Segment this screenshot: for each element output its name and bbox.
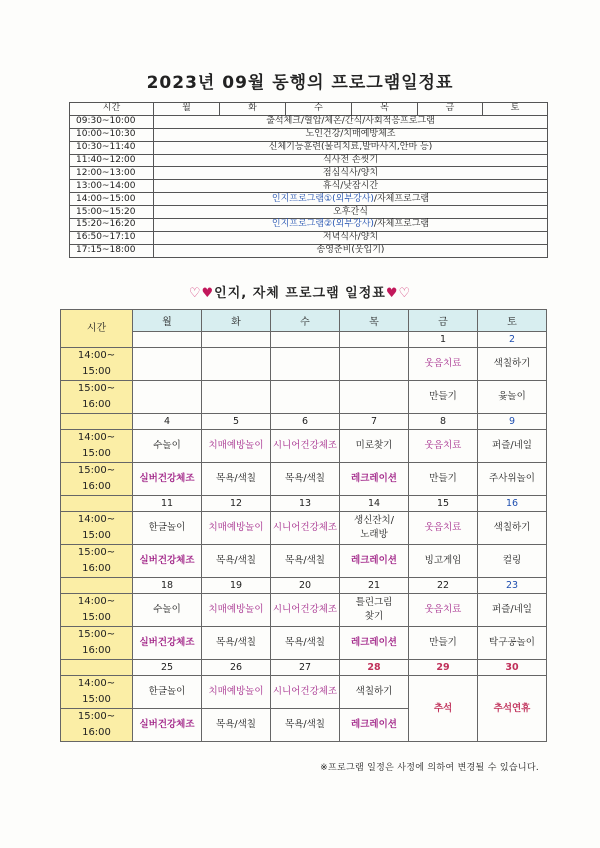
- program-header-cell: 월: [133, 310, 202, 332]
- program-subtitle: [0, 282, 600, 301]
- daily-row: [70, 180, 548, 193]
- daily-header-cell: 토: [483, 103, 548, 116]
- daily-row: [70, 141, 548, 154]
- date-cell: 7: [340, 414, 409, 430]
- date-cell: 20: [271, 578, 340, 594]
- schedule-change-note: ※프로그램 일정은 사정에 의하여 변경될 수 있습니다.: [320, 763, 539, 773]
- time-slot-label: 14:00~ 15:00: [61, 594, 133, 627]
- program-cell: 만들기: [409, 463, 478, 496]
- date-cell: 8: [409, 414, 478, 430]
- date-cell: 22: [409, 578, 478, 594]
- program-cell: 시니어건강체조: [271, 512, 340, 545]
- time-slot-row: [61, 512, 547, 545]
- time-slot-label: 15:00~ 16:00: [61, 545, 133, 578]
- date-cell: 6: [271, 414, 340, 430]
- program-cell: 색칠하기: [478, 512, 547, 545]
- date-cell: 14: [340, 496, 409, 512]
- time-slot-label: 14:00~ 15:00: [61, 512, 133, 545]
- time-spacer: [61, 414, 133, 430]
- date-cell: 30: [478, 660, 547, 676]
- week-date-row: [61, 496, 547, 512]
- time-slot-row: [61, 430, 547, 463]
- program-cell: 퍼즐/네일: [478, 430, 547, 463]
- date-cell: 29: [409, 660, 478, 676]
- date-cell: 4: [133, 414, 202, 430]
- program-cell: 실버건강체조: [133, 545, 202, 578]
- heart-filled-icon: ♥: [385, 286, 399, 301]
- time-spacer: [61, 496, 133, 512]
- program-cell: 목욕/색칠: [271, 463, 340, 496]
- daily-activity-text: 식사전 손씻기: [322, 155, 379, 165]
- program-cell: 주사위놀이: [478, 463, 547, 496]
- daily-activity-text: /자체프로그램: [373, 219, 430, 230]
- date-cell: 19: [202, 578, 271, 594]
- program-cell: 한글놀이: [133, 676, 202, 709]
- daily-activity: [154, 141, 548, 154]
- program-cell: 컬링: [478, 545, 547, 578]
- daily-header-cell: 수: [286, 103, 352, 116]
- program-header-cell: 수: [271, 310, 340, 332]
- date-cell: 9: [478, 414, 547, 430]
- daily-time: 12:00~13:00: [70, 167, 154, 180]
- program-cell: 빙고게임: [409, 545, 478, 578]
- date-cell: 12: [202, 496, 271, 512]
- heart-filled-icon: ♥: [201, 286, 215, 301]
- daily-row: [70, 231, 548, 244]
- date-cell: 28: [340, 660, 409, 676]
- daily-time: 15:20~16:20: [70, 219, 154, 232]
- program-cell: 시니어건강체조: [271, 594, 340, 627]
- program-header-row: [61, 310, 547, 332]
- daily-time: 15:00~15:20: [70, 206, 154, 219]
- daily-row: [70, 219, 548, 232]
- program-cell: [202, 348, 271, 381]
- daily-activity-text: 신체기능훈련(물리치료,발마사지,안마 등): [268, 142, 433, 153]
- date-cell: 25: [133, 660, 202, 676]
- daily-row: [70, 206, 548, 219]
- program-cell: 추석: [409, 676, 478, 742]
- heart-outline-icon: ♡: [188, 286, 202, 301]
- daily-activity-text: 노인건강/치매예방체조: [305, 129, 396, 140]
- program-cell: 시니어건강체조: [271, 676, 340, 709]
- daily-header-cell: 화: [220, 103, 286, 116]
- week-date-row: [61, 332, 547, 348]
- program-cell: 목욕/색칠: [202, 627, 271, 660]
- program-header-cell: 시간: [61, 310, 133, 348]
- daily-row: [70, 244, 548, 257]
- date-cell: 11: [133, 496, 202, 512]
- program-cell: 치매예방놀이: [202, 512, 271, 545]
- daily-time: 17:15~18:00: [70, 244, 154, 257]
- daily-time: 10:00~10:30: [70, 128, 154, 141]
- program-header-cell: 토: [478, 310, 547, 332]
- daily-activity-text: 휴식/낮잠시간: [322, 180, 379, 191]
- time-slot-label: 15:00~ 16:00: [61, 381, 133, 414]
- program-cell: [340, 348, 409, 381]
- program-cell: 레크레이션: [340, 627, 409, 660]
- date-cell: 26: [202, 660, 271, 676]
- time-slot-row: [61, 676, 547, 709]
- daily-activity: [154, 180, 548, 193]
- program-cell: [340, 381, 409, 414]
- time-slot-label: 15:00~ 16:00: [61, 627, 133, 660]
- time-slot-label: 15:00~ 16:00: [61, 709, 133, 742]
- program-cell: [271, 381, 340, 414]
- program-cell: 한글놀이: [133, 512, 202, 545]
- daily-activity: [154, 128, 548, 141]
- program-cell: 생신잔치/ 노래방: [340, 512, 409, 545]
- program-cell: 레크레이션: [340, 709, 409, 742]
- program-cell: 웃음치료: [409, 512, 478, 545]
- program-cell: 탁구공놀이: [478, 627, 547, 660]
- daily-activity-text: 오후간식: [333, 206, 368, 217]
- time-slot-label: 14:00~ 15:00: [61, 676, 133, 709]
- daily-activity: [154, 244, 548, 257]
- daily-header-cell: 시간: [70, 103, 154, 116]
- date-cell: 2: [478, 332, 547, 348]
- daily-header-cell: 목: [352, 103, 418, 116]
- date-cell: 5: [202, 414, 271, 430]
- time-spacer: [61, 660, 133, 676]
- program-cell: 수놀이: [133, 594, 202, 627]
- daily-time: 13:00~14:00: [70, 180, 154, 193]
- date-cell: 18: [133, 578, 202, 594]
- program-cell: 만들기: [409, 381, 478, 414]
- daily-activity-text: 점심식사/양치: [322, 167, 379, 178]
- program-cell: 치매예방놀이: [202, 430, 271, 463]
- program-cell: 레크레이션: [340, 545, 409, 578]
- date-cell: 23: [478, 578, 547, 594]
- page-title: 2023년 09월 동행의 프로그램일정표: [146, 73, 454, 93]
- daily-time: 16:50~17:10: [70, 231, 154, 244]
- daily-activity: [154, 193, 548, 206]
- program-cell: 색칠하기: [478, 348, 547, 381]
- program-cell: [271, 348, 340, 381]
- program-cell: [133, 381, 202, 414]
- heart-outline-icon: ♡: [398, 286, 412, 301]
- daily-activity: [154, 231, 548, 244]
- time-slot-row: [61, 627, 547, 660]
- program-cell: 웃음치료: [409, 594, 478, 627]
- time-slot-row: [61, 594, 547, 627]
- time-slot-row: [61, 545, 547, 578]
- program-cell: 치매예방놀이: [202, 676, 271, 709]
- daily-row: [70, 154, 548, 167]
- program-cell: 치매예방놀이: [202, 594, 271, 627]
- program-cell: [133, 348, 202, 381]
- daily-activity-highlight: 인지프로그램①(외부강사): [271, 193, 374, 204]
- daily-row: [70, 128, 548, 141]
- daily-time: 11:40~12:00: [70, 154, 154, 167]
- date-cell: [133, 332, 202, 348]
- daily-time: 14:00~15:00: [70, 193, 154, 206]
- time-spacer: [61, 578, 133, 594]
- date-cell: 27: [271, 660, 340, 676]
- program-cell: 실버건강체조: [133, 463, 202, 496]
- daily-activity: [154, 115, 548, 128]
- week-date-row: [61, 414, 547, 430]
- date-cell: 15: [409, 496, 478, 512]
- date-cell: [340, 332, 409, 348]
- program-cell: 웃음치료: [409, 430, 478, 463]
- date-cell: 13: [271, 496, 340, 512]
- daily-header-cell: 금: [418, 103, 483, 116]
- subtitle-text: 인지, 자체 프로그램 일정표: [214, 286, 386, 301]
- daily-activity-text: 출석체크/혈압/체온/간식/사회적응프로그램: [266, 116, 435, 127]
- week-date-row: [61, 660, 547, 676]
- program-cell: 목욕/색칠: [271, 627, 340, 660]
- time-slot-row: [61, 348, 547, 381]
- daily-activity: [154, 154, 548, 167]
- daily-header-row: [70, 103, 548, 116]
- program-cell: 틀린그림 찾기: [340, 594, 409, 627]
- program-calendar-table: [60, 309, 547, 742]
- program-cell: 추석연휴: [478, 676, 547, 742]
- program-header-cell: 화: [202, 310, 271, 332]
- daily-activity: [154, 219, 548, 232]
- program-cell: 목욕/색칠: [202, 709, 271, 742]
- date-cell: [202, 332, 271, 348]
- date-cell: 21: [340, 578, 409, 594]
- program-cell: 시니어건강체조: [271, 430, 340, 463]
- program-cell: 실버건강체조: [133, 627, 202, 660]
- program-cell: 미로찾기: [340, 430, 409, 463]
- program-cell: 목욕/색칠: [202, 545, 271, 578]
- daily-activity: [154, 167, 548, 180]
- program-cell: 레크레이션: [340, 463, 409, 496]
- week-date-row: [61, 578, 547, 594]
- daily-row: [70, 193, 548, 206]
- program-cell: 목욕/색칠: [271, 709, 340, 742]
- time-slot-row: [61, 463, 547, 496]
- daily-activity: [154, 206, 548, 219]
- time-slot-label: 14:00~ 15:00: [61, 348, 133, 381]
- daily-schedule-table: [69, 102, 548, 258]
- program-cell: 윷놀이: [478, 381, 547, 414]
- date-cell: [271, 332, 340, 348]
- program-cell: 색칠하기: [340, 676, 409, 709]
- daily-header-cell: 월: [154, 103, 220, 116]
- daily-row: [70, 167, 548, 180]
- daily-time: 09:30~10:00: [70, 115, 154, 128]
- daily-activity-text: 저녁식사/양치: [322, 232, 379, 243]
- daily-time: 10:30~11:40: [70, 141, 154, 154]
- time-slot-label: 15:00~ 16:00: [61, 463, 133, 496]
- program-cell: 만들기: [409, 627, 478, 660]
- daily-row: [70, 115, 548, 128]
- program-cell: 수놀이: [133, 430, 202, 463]
- program-cell: 실버건강체조: [133, 709, 202, 742]
- program-cell: 웃음치료: [409, 348, 478, 381]
- date-cell: 16: [478, 496, 547, 512]
- program-cell: 목욕/색칠: [202, 463, 271, 496]
- program-header-cell: 금: [409, 310, 478, 332]
- daily-activity-text: 송영준비(웃입기): [316, 245, 385, 256]
- program-cell: 목욕/색칠: [271, 545, 340, 578]
- daily-activity-text: /자체프로그램: [373, 193, 430, 204]
- time-slot-label: 14:00~ 15:00: [61, 430, 133, 463]
- program-cell: [202, 381, 271, 414]
- program-cell: 퍼즐/네일: [478, 594, 547, 627]
- time-slot-row: [61, 381, 547, 414]
- program-header-cell: 목: [340, 310, 409, 332]
- daily-activity-highlight: 인지프로그램②(외부강사): [271, 219, 374, 230]
- date-cell: 1: [409, 332, 478, 348]
